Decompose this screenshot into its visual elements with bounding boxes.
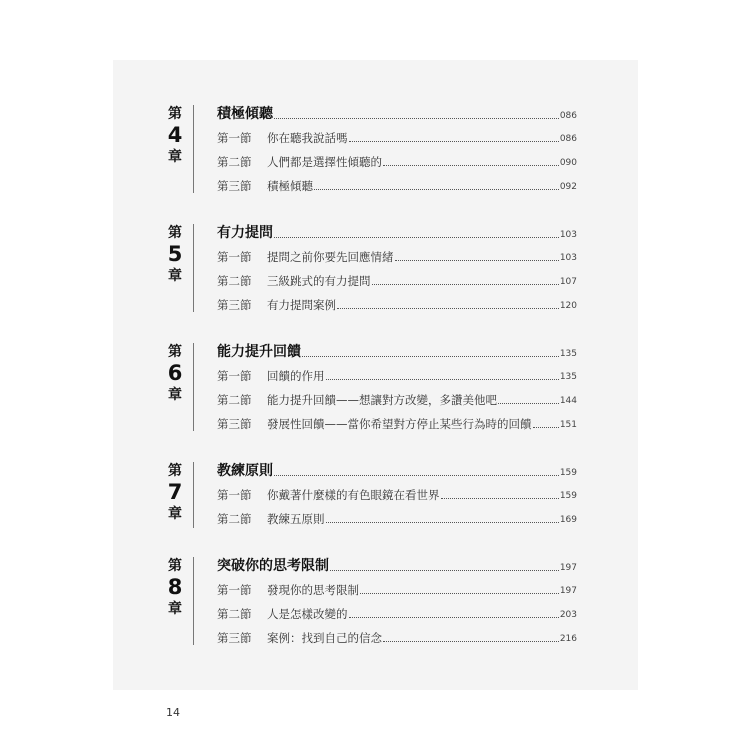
section-label: 第二節 — [217, 274, 252, 288]
page-ref: 151 — [559, 420, 577, 430]
leader-dots — [330, 570, 559, 571]
leader-dots — [302, 356, 559, 357]
section-label: 第三節 — [217, 179, 252, 193]
page-ref: 197 — [559, 563, 577, 573]
section-title: 人是怎樣改變的 — [267, 607, 348, 621]
toc-entry[interactable] — [217, 628, 577, 646]
chapter-label-bottom: 章 — [168, 601, 182, 617]
chapter-label-bottom: 章 — [168, 506, 182, 522]
section-title: 你在聽我說話嗎 — [267, 131, 348, 145]
leader-dots — [441, 498, 559, 499]
section-label: 第一節 — [217, 583, 252, 597]
chapter-label-top: 第 — [168, 225, 182, 241]
leader-dots — [274, 475, 559, 476]
page-ref: 159 — [559, 491, 577, 501]
chapter-label — [163, 226, 187, 283]
leader-dots — [360, 593, 559, 594]
section-title: 人們都是選擇性傾聽的 — [267, 155, 382, 169]
page-ref: 103 — [559, 230, 577, 240]
leader-dots — [372, 284, 559, 285]
section-title: 發展性回饋——當你希望對方停止某些行為時的回饋 — [267, 417, 532, 431]
chapter-title-row[interactable] — [217, 224, 577, 242]
page-ref: 144 — [559, 396, 577, 406]
leader-dots — [349, 617, 559, 618]
chapter-number: 4 — [167, 123, 183, 147]
toc-entry[interactable] — [217, 271, 577, 289]
page-ref: 103 — [559, 253, 577, 263]
chapter-label-top: 第 — [168, 463, 182, 479]
section-title: 提問之前你要先回應情緒 — [267, 250, 394, 264]
section-title: 三級跳式的有力提問 — [267, 274, 371, 288]
toc-entry[interactable] — [217, 366, 577, 384]
chapter-number: 7 — [167, 480, 183, 504]
chapter-divider — [193, 224, 194, 312]
chapter-divider — [193, 462, 194, 528]
chapter-title: 能力提升回饋 — [217, 344, 301, 360]
section-title: 案例：找到自己的信念 — [267, 631, 382, 645]
chapter-label — [163, 345, 187, 402]
leader-dots — [395, 260, 559, 261]
section-title: 能力提升回饋——想讓對方改變，多讚美他吧 — [267, 393, 497, 407]
toc-entry[interactable] — [217, 414, 577, 432]
section-title: 發現你的思考限制 — [267, 583, 359, 597]
page-ref: 135 — [559, 372, 577, 382]
page-ref: 197 — [559, 586, 577, 596]
chapter-divider — [193, 105, 194, 193]
section-title: 你戴著什麼樣的有色眼鏡在看世界 — [267, 488, 440, 502]
section-label: 第二節 — [217, 607, 252, 621]
leader-dots — [383, 165, 559, 166]
chapter-title: 教練原則 — [217, 463, 273, 479]
leader-dots — [349, 141, 559, 142]
page-ref: 203 — [559, 610, 577, 620]
chapter-title-row[interactable] — [217, 462, 577, 480]
toc-entry[interactable] — [217, 485, 577, 503]
chapter-divider — [193, 557, 194, 645]
leader-dots — [383, 641, 559, 642]
section-label: 第一節 — [217, 250, 252, 264]
chapter-label-top: 第 — [168, 558, 182, 574]
chapter-number: 6 — [167, 361, 183, 385]
toc-entry[interactable] — [217, 390, 577, 408]
chapter-label — [163, 559, 187, 616]
leader-dots — [498, 403, 559, 404]
chapter-title-row[interactable] — [217, 343, 577, 361]
chapter-title-row[interactable] — [217, 557, 577, 575]
leader-dots — [533, 427, 559, 428]
chapter-label — [163, 464, 187, 521]
chapter-number: 5 — [167, 242, 183, 266]
leader-dots — [274, 237, 559, 238]
toc-entry[interactable] — [217, 176, 577, 194]
page-ref: 092 — [559, 182, 577, 192]
toc-entry[interactable] — [217, 247, 577, 265]
toc-entry[interactable] — [217, 604, 577, 622]
page-ref: 135 — [559, 349, 577, 359]
toc-entry[interactable] — [217, 295, 577, 313]
page-number: 14 — [166, 706, 180, 719]
section-title: 回饋的作用 — [267, 369, 325, 383]
section-label: 第二節 — [217, 393, 252, 407]
leader-dots — [314, 189, 559, 190]
leader-dots — [326, 522, 559, 523]
page-ref: 107 — [559, 277, 577, 287]
section-label: 第三節 — [217, 417, 252, 431]
toc-entry[interactable] — [217, 128, 577, 146]
section-title: 有力提問案例 — [267, 298, 336, 312]
page-ref: 159 — [559, 468, 577, 478]
page-ref: 090 — [559, 158, 577, 168]
page-ref: 120 — [559, 301, 577, 311]
section-title: 積極傾聽 — [267, 179, 313, 193]
toc-entry[interactable] — [217, 152, 577, 170]
chapter-label-bottom: 章 — [168, 387, 182, 403]
chapter-label-bottom: 章 — [168, 268, 182, 284]
chapter-number: 8 — [167, 575, 183, 599]
section-label: 第三節 — [217, 631, 252, 645]
section-label: 第一節 — [217, 488, 252, 502]
page-ref: 169 — [559, 515, 577, 525]
chapter-label-bottom: 章 — [168, 149, 182, 165]
chapter-label-top: 第 — [168, 344, 182, 360]
chapter-divider — [193, 343, 194, 431]
chapter-label — [163, 107, 187, 164]
leader-dots — [337, 308, 559, 309]
section-label: 第一節 — [217, 369, 252, 383]
leader-dots — [274, 118, 559, 119]
chapter-title: 突破你的思考限制 — [217, 558, 329, 574]
toc-entry[interactable] — [217, 580, 577, 598]
chapter-title-row[interactable] — [217, 105, 577, 123]
page-ref: 216 — [559, 634, 577, 644]
toc-entry[interactable] — [217, 509, 577, 527]
section-label: 第二節 — [217, 155, 252, 169]
section-label: 第一節 — [217, 131, 252, 145]
page-ref: 086 — [559, 134, 577, 144]
section-label: 第三節 — [217, 298, 252, 312]
toc-panel — [113, 60, 638, 690]
chapter-label-top: 第 — [168, 106, 182, 122]
section-label: 第二節 — [217, 512, 252, 526]
chapter-title: 積極傾聽 — [217, 106, 273, 122]
page-ref: 086 — [559, 111, 577, 121]
section-title: 教練五原則 — [267, 512, 325, 526]
leader-dots — [326, 379, 559, 380]
chapter-title: 有力提問 — [217, 225, 273, 241]
